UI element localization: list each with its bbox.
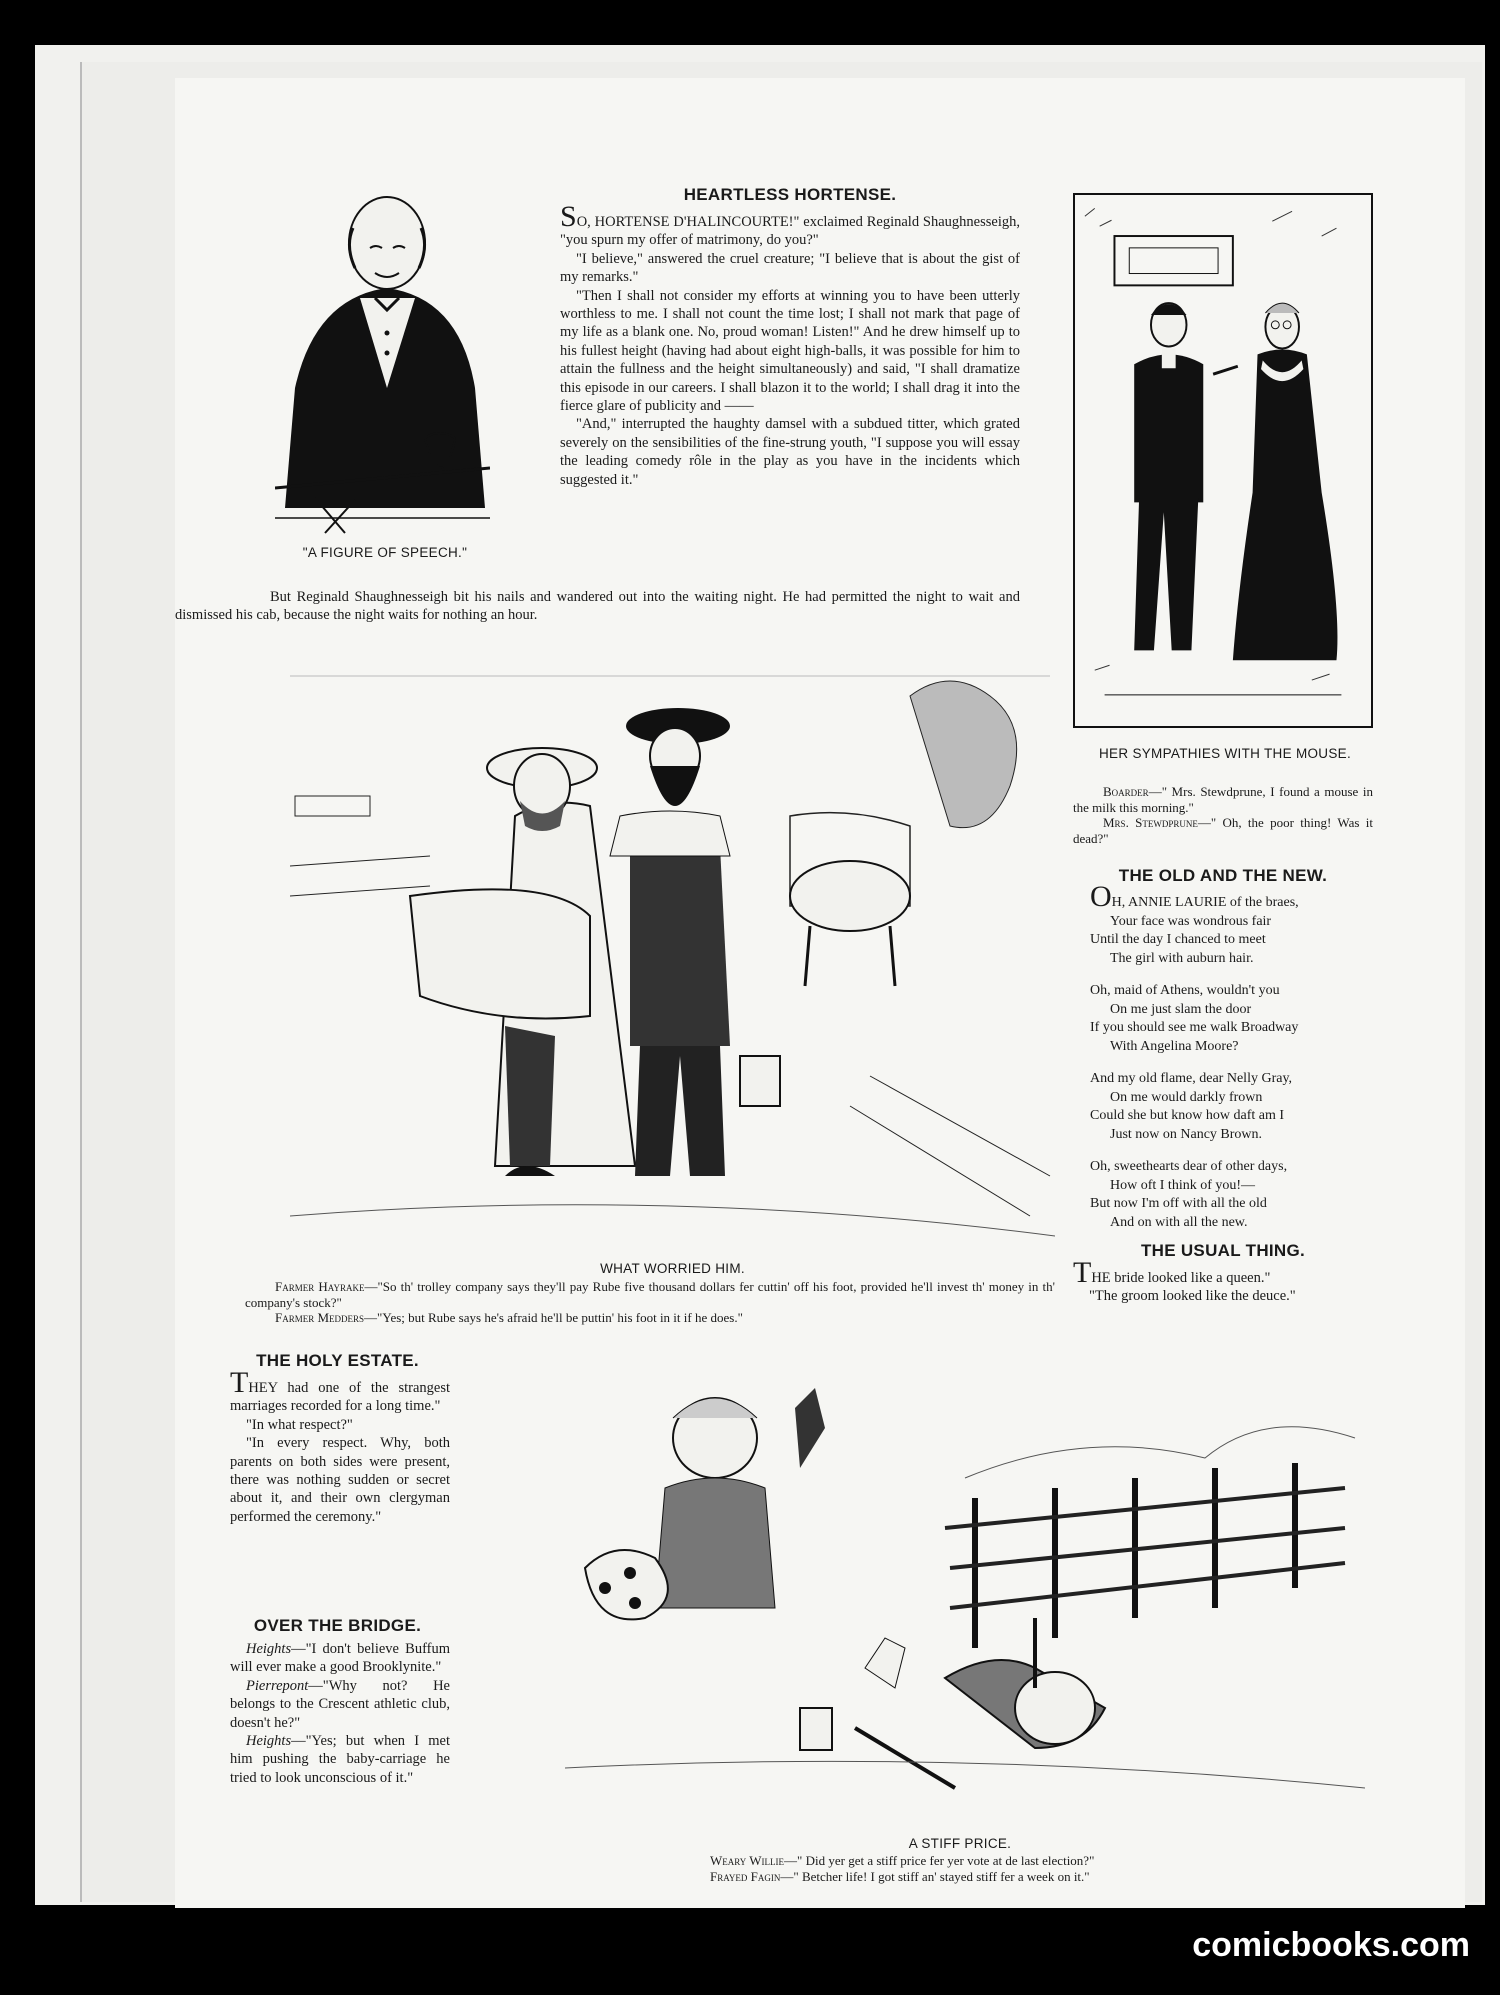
hortense-paragraph-1: O, HORTENSE D'HALINCOURTE!" exclaimed Reginald Shaughnesseigh, "you spurn my offer of matrimony, do you?" (560, 214, 1020, 249)
usual-paragraph-1: HE bride looked like a queen." (1091, 1270, 1271, 1286)
stiff-price-dialog (710, 1853, 1350, 1884)
speaker-heights: Heights (246, 1733, 292, 1750)
worried-line-2 (245, 1310, 1055, 1326)
poem-line: Oh, maid of Athens, wouldn't you (1090, 983, 1280, 998)
sympathies-line-1 (1073, 784, 1373, 815)
hortense-paragraph-4: "And," interrupted the haughty damsel with a subdued titter, which grated severely on the sensibilities of the fine-strung youth, "I suppose you will essay the leading comedy rôle in the play as you have in the incidents which suggested it." (560, 416, 1020, 488)
hortense-paragraph-3: "Then I shall not consider my efforts at winning you to have been utterly worthless to me. I shall not count the time lost; I shall not mark that page of my life as a blank one. No, proud woman! Listen!" And he drew himself up to his fullest height (having had about eight high-balls, it was possible for him to attain the fullness and the height simultaneously) and said, "I shall dramatize this episode in our careers. I shall blazon it to the world; I shall drag it into the fierce glare of publicity and —— (560, 287, 1020, 415)
usual-thing-title: THE USUAL THING. (1140, 1241, 1306, 1260)
dropcap-s: S (560, 200, 577, 233)
what-worried-him-illustration (290, 656, 1055, 1246)
bridge-line-2-text: —"Why not? He belongs to the Crescent athletic club, doesn't he?" (230, 1677, 450, 1731)
worried-line-1 (245, 1279, 1055, 1310)
holy-paragraph-2: "In what respect?" (246, 1416, 353, 1433)
poem-line: Oh, sweethearts dear of other days, (1090, 1159, 1288, 1174)
old-and-new-title: THE OLD AND THE NEW. (1118, 866, 1328, 885)
boarder-and-landlady-drawing (1075, 195, 1371, 726)
usual-thing-text (1073, 1256, 1373, 1306)
speaker-weary-willie: Weary Willie (710, 1853, 785, 1868)
poem-line: And on with all the new. (1110, 1214, 1248, 1230)
sympathies-illustration (1073, 193, 1373, 728)
hortense-closing-paragraph (175, 588, 1020, 625)
what-worried-him-dialog (245, 1279, 1055, 1326)
poem-line: If you should see me walk Broadway (1090, 1020, 1299, 1035)
poem-line: How oft I think of you!— (1110, 1177, 1256, 1193)
poem-line: The girl with auburn hair. (1110, 950, 1254, 966)
hortense-paragraph-5: But Reginald Shaughnesseigh bit his nails and wandered out into the waiting night. He had permitted the night to wait and dismissed his cab, because the night waits for nothing an hour. (175, 589, 1020, 624)
stiff-line-1 (710, 1853, 1350, 1869)
speaker-pierrepont: Pierrepont (246, 1677, 309, 1694)
old-and-new-poem (1090, 880, 1370, 1232)
tramps-drawing (565, 1348, 1365, 1828)
speaker-farmer-hayrake: Farmer Hayrake (275, 1279, 365, 1294)
speaker-mrs-stewdprune: Mrs. Stewdprune (1103, 815, 1198, 830)
poem-line: On me would darkly frown (1110, 1089, 1263, 1105)
sympathies-line-2-text: —" Oh, the poor thing! Was it dead?" (1073, 815, 1373, 846)
site-watermark: comicbooks.com (1192, 1926, 1470, 1964)
holy-estate-title: THE HOLY ESTATE. (256, 1351, 419, 1370)
magazine-page (175, 78, 1465, 1908)
speaker-frayed-fagin: Frayed Fagin (710, 1868, 781, 1884)
holy-paragraph-1: HEY had one of the strangest marriages recorded for a long time." (230, 1380, 450, 1415)
poem-line: But now I'm off with all the old (1090, 1196, 1267, 1211)
poem-line: Until the day I chanced to meet (1090, 932, 1266, 947)
heartless-hortense-title: HEARTLESS HORTENSE. (683, 185, 897, 204)
dropcap-t: T (230, 1366, 249, 1399)
poem-line: Could she but know how daft am I (1090, 1108, 1285, 1123)
dropcap-t: T (1073, 1256, 1092, 1289)
over-the-bridge-text (230, 1640, 450, 1787)
bridge-line-3-text: —"Yes; but when I met him pushing the baby-carriage he tried to look unconscious of it." (230, 1733, 450, 1786)
hortense-paragraph-2: "I believe," answered the cruel creature; "I believe that is about the gist of my remarks." (560, 250, 1020, 286)
over-the-bridge-title: OVER THE BRIDGE. (253, 1616, 422, 1635)
stiff-price-illustration (565, 1348, 1365, 1828)
holy-paragraph-3: "In every respect. Why, both parents on both sides were present, there was nothing sudden or secret about it, and their own clergyman performed the ceremony." (230, 1435, 450, 1525)
stiff-price-title: A STIFF PRICE. (908, 1836, 1012, 1851)
worried-line-2-text: —"Yes; but Rube says he's afraid he'll be puttin' his foot in it if he does." (364, 1310, 743, 1325)
speaker-heights: Heights (246, 1641, 292, 1657)
poem-line: And my old flame, dear Nelly Gray, (1090, 1071, 1293, 1086)
sympathies-title: HER SYMPATHIES WITH THE MOUSE. (1098, 746, 1352, 761)
figure-of-speech-caption: "A FIGURE OF SPEECH." (302, 545, 468, 560)
two-farmers-drawing (290, 656, 1055, 1246)
heartless-hortense-text (560, 200, 1020, 489)
bridge-line-1-text: —"I don't believe Buffum will ever make a good Brooklynite." (230, 1641, 450, 1676)
speaker-farmer-medders: Farmer Medders (275, 1310, 365, 1325)
what-worried-him-title: WHAT WORRIED HIM. (600, 1261, 745, 1276)
worried-line-1-text: —"So th' trolley company says they'll pay Rube five thousand dollars fer cuttin' off his foot, provided he'll invest th' money in th' company's stock?" (245, 1279, 1056, 1310)
poem-line: Just now on Nancy Brown. (1110, 1126, 1263, 1142)
poem-line: H, ANNIE LAURIE of the braes, (1111, 895, 1299, 910)
dropcap-o: O (1090, 880, 1112, 913)
usual-paragraph-2: "The groom looked like the deuce." (1089, 1288, 1296, 1305)
sympathies-dialog (1073, 784, 1373, 846)
stiff-line-2 (710, 1869, 1350, 1885)
poem-line: With Angelina Moore? (1110, 1038, 1239, 1054)
sympathies-line-1-text: —" Mrs. Stewdprune, I found a mouse in the milk this morning." (1073, 784, 1373, 815)
speaker-boarder: Boarder (1103, 784, 1149, 799)
stiff-line-2-text: —" Betcher life! I got stiff an' stayed stiff fer a week on it." (780, 1868, 1090, 1884)
poem-line: On me just slam the door (1110, 1001, 1252, 1017)
stiff-line-1-text: —" Did yer get a stiff price fer yer vote at de last election?" (784, 1853, 1095, 1868)
holy-estate-text (230, 1366, 450, 1526)
poem-line: Your face was wondrous fair (1110, 913, 1272, 929)
sympathies-line-2 (1073, 815, 1373, 846)
